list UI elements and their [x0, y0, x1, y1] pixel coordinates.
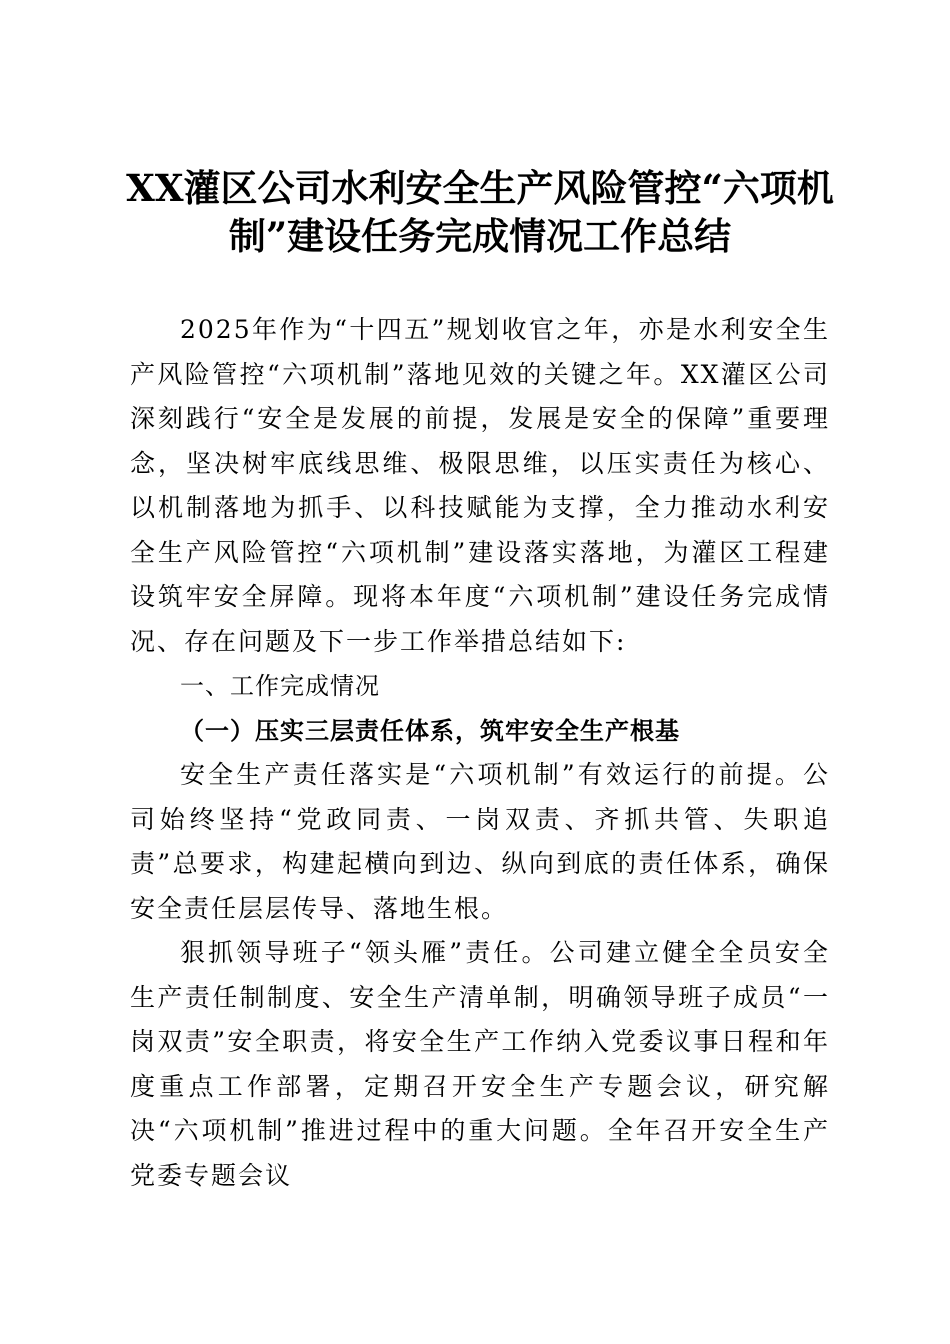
document-title-line-1: XX灌区公司水利安全生产风险管控“六项机 — [126, 166, 834, 210]
document-title-line-2: 制”建设任务完成情况工作总结 — [228, 214, 732, 258]
responsibility-paragraph: 安全生产责任落实是“六项机制”有效运行的前提。公司始终坚持“党政同责、一岗双责、齐抓共管、失职追责”总要求，构建起横向到边、纵向到底的责任体系，确保安全责任层层传导、落地生根。 — [130, 760, 830, 923]
document-body — [130, 308, 830, 1198]
subsection-heading-responsibility: （一）压实三层责任体系，筑牢安全生产根基 — [180, 715, 680, 745]
section-heading-work-completion: 一、工作完成情况 — [180, 672, 380, 700]
intro-paragraph: 2025年作为“十四五”规划收官之年，亦是水利安全生产风险管控“六项机制”落地见效的关键之年。XX灌区公司深刻践行“安全是发展的前提，发展是安全的保障”重要理念，坚决树牢底线思维、极限思维，以压实责任为核心、以机制落地为抓手、以科技赋能为支撑，全力推动水利安全生产风险管控“六项机制”建设落实落地，为灌区工程建设筑牢安全屏障。现将本年度“六项机制”建设任务完成情况、存在问题及下一步工作举措总结如下: — [130, 315, 830, 656]
leadership-paragraph: 狠抓领导班子“领头雁”责任。公司建立健全全员安全生产责任制制度、安全生产清单制，明确领导班子成员“一岗双责”安全职责，将安全生产工作纳入党委议事日程和年度重点工作部署，定期召开安全生产专题会议，研究解决“六项机制”推进过程中的重大问题。全年召开安全生产党委专题会议 — [130, 938, 830, 1190]
